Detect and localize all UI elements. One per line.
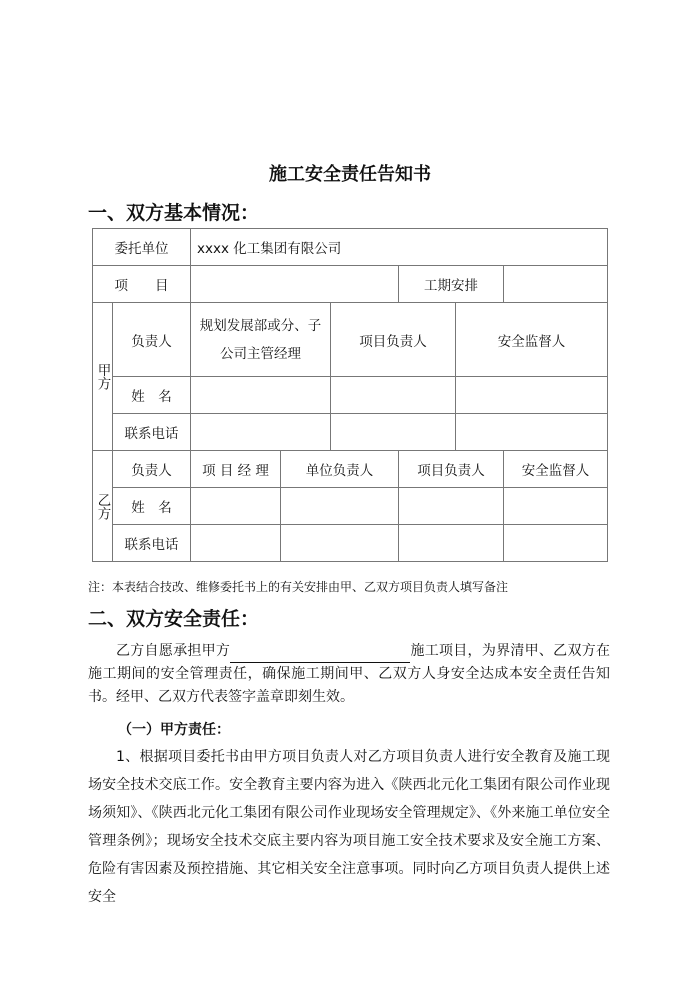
clause-1: 1、根据项目委托书由甲方项目负责人对乙方项目负责人进行安全教育及施工现场安全技术交底工作。安全教育主要内容为进入《陕西北元化工集团有限公司作业现场须知》、《陕西北元化工集团有限公司作业现场安全管理规定》、《外来施工单位安全管理条例》；现场安全技术交底主要内容为项目施工安全技术要求及安全施工方案、危险有害因素及预控措施、其它相关安全注意事项。同时向乙方项目负责人提供上述安全: [88, 749, 610, 905]
b-phone-1[interactable]: [191, 525, 281, 562]
b-name-label: 姓 名: [113, 488, 191, 525]
section-heading-1: 一、双方基本情况：: [88, 202, 260, 224]
a-head-0: 负责人: [113, 303, 191, 377]
a-name-3[interactable]: [456, 377, 608, 414]
b-phone-label: 联系电话: [113, 525, 191, 562]
b-head-1: 项 目 经 理: [191, 451, 281, 488]
project-value[interactable]: [191, 266, 399, 303]
party-a-label: 甲方: [93, 303, 113, 451]
table-note: 注：本表结合技改、维修委托书上的有关安排由甲、乙双方项目负责人填写备注: [88, 580, 509, 594]
a-head-2: 项目负责人: [331, 303, 456, 377]
a-phone-label: 联系电话: [113, 414, 191, 451]
b-name-2[interactable]: [281, 488, 399, 525]
b-name-4[interactable]: [504, 488, 608, 525]
intro-part-1: 乙方自愿承担甲方: [116, 643, 231, 659]
b-head-4: 安全监督人: [504, 451, 608, 488]
intro-part-2: 施工项目，为界清甲、乙双方在施工期间的安全管理责任，确保施工期间甲、乙双方人身安全达成本安全责任告知书。经甲、乙双方代表签字盖章即刻生效。: [88, 643, 611, 705]
a-name-label: 姓 名: [113, 377, 191, 414]
section-heading-2: 二、双方安全责任：: [88, 608, 260, 630]
project-label: 项 目: [93, 266, 191, 303]
b-head-2: 单位负责人: [281, 451, 399, 488]
a-head-3: 安全监督人: [456, 303, 608, 377]
b-name-3[interactable]: [399, 488, 504, 525]
doc-title: 施工安全责任告知书: [269, 164, 431, 185]
schedule-value[interactable]: [504, 266, 608, 303]
b-head-0: 负责人: [113, 451, 191, 488]
a-phone-3[interactable]: [456, 414, 608, 451]
intro-paragraph: [88, 640, 610, 709]
schedule-label: 工期安排: [399, 266, 504, 303]
client-label: 委托单位: [93, 229, 191, 266]
a-name-2[interactable]: [331, 377, 456, 414]
a-name-1[interactable]: [191, 377, 331, 414]
b-phone-2[interactable]: [281, 525, 399, 562]
b-head-3: 项目负责人: [399, 451, 504, 488]
a-head-1: 规划发展部或分、子公司主管经理: [191, 303, 331, 377]
project-blank[interactable]: [230, 648, 410, 663]
party-b-label: 乙方: [93, 451, 113, 562]
a-phone-2[interactable]: [331, 414, 456, 451]
subheading-party-a: （一）甲方责任：: [118, 722, 230, 738]
client-value: xxxx 化工集团有限公司: [191, 229, 608, 266]
info-table: [92, 228, 608, 562]
b-name-1[interactable]: [191, 488, 281, 525]
b-phone-3[interactable]: [399, 525, 504, 562]
a-phone-1[interactable]: [191, 414, 331, 451]
b-phone-4[interactable]: [504, 525, 608, 562]
